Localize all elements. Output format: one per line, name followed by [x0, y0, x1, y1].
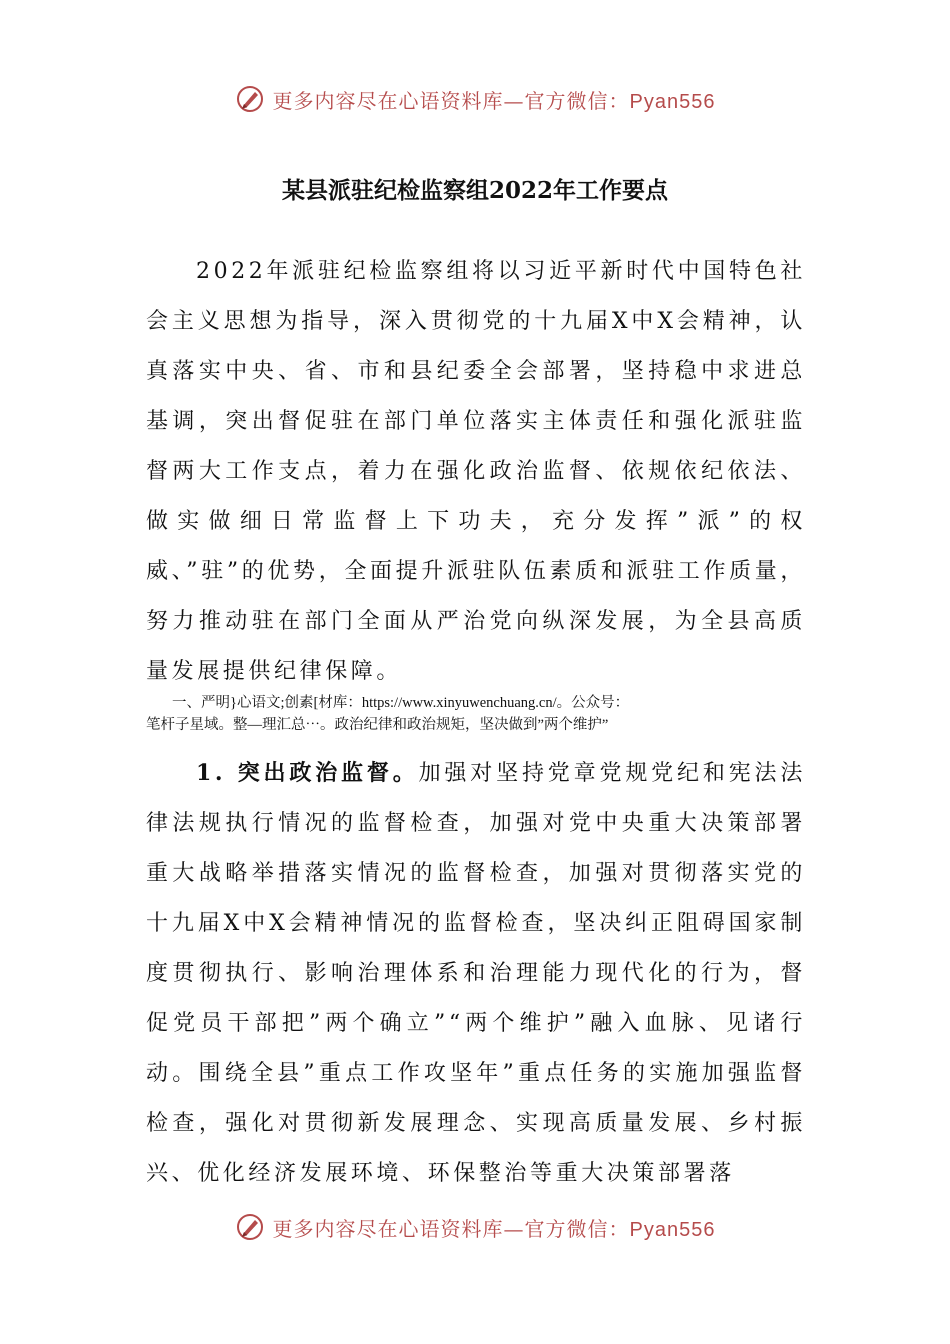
- note-line-1: 一、严明}心语文;创素[材库：https://www.xinyuwenchuang.cn/。公众号：: [172, 695, 630, 711]
- inserted-note: [146, 692, 806, 736]
- watermark-text: 更多内容尽在心语资料库—官方微信：: [272, 1216, 630, 1241]
- watermark-id: Pyan556: [629, 1218, 716, 1241]
- watermark-id: Pyan556: [629, 90, 716, 113]
- section-1-paragraph: [146, 748, 806, 1199]
- header-watermark: [0, 84, 950, 114]
- watermark-text: 更多内容尽在心语资料库—官方微信：: [272, 88, 630, 113]
- section-1-heading: 1. 突出政治监督。: [196, 760, 419, 786]
- footer-watermark: [0, 1212, 950, 1242]
- pen-logo-icon: [235, 1212, 265, 1242]
- intro-paragraph: 2022年派驻纪检监察组将以习近平新时代中国特色社会主义思想为指导，深入贯彻党的十九届X中X会精神，认真落实中央、省、市和县纪委全会部署，坚持稳中求进总基调，突出督促驻在部门单位落实主体责任和强化派驻监督两大工作支点，着力在强化政治监督、依规依纪依法、做实做细日常监督上下功夫，充分发挥”派”的权威、”驻”的优势，全面提升派驻队伍素质和派驻工作质量，努力推动驻在部门全面从严治党向纵深发展，为全县高质量发展提供纪律保障。: [146, 259, 806, 684]
- section-1-body: 加强对坚持党章党规党纪和宪法法律法规执行情况的监督检查，加强对党中央重大决策部署重大战略举措落实情况的监督检查，加强对贯彻落实党的十九届X中X会精神情况的监督检查，坚决纠正阻碍国家制度贯彻执行、影响治理体系和治理能力现代化的行为，督促党员干部把”两个确立”“两个维护”融入血脉、见诸行动。围绕全县”重点工作攻坚年”重点任务的实施加强监督检查，强化对贯彻新发展理念、实现高质量发展、乡村振兴、优化经济发展环境、环保整治等重大决策部署落: [146, 761, 806, 1186]
- pen-logo-icon: [235, 84, 265, 114]
- document-title: 某县派驻纪检监察组2022年工作要点: [281, 177, 668, 204]
- note-line-2: 笔杆子星域。整—理汇总⋯。政治纪律和政治规矩，坚决做到”两个维护”: [146, 717, 609, 733]
